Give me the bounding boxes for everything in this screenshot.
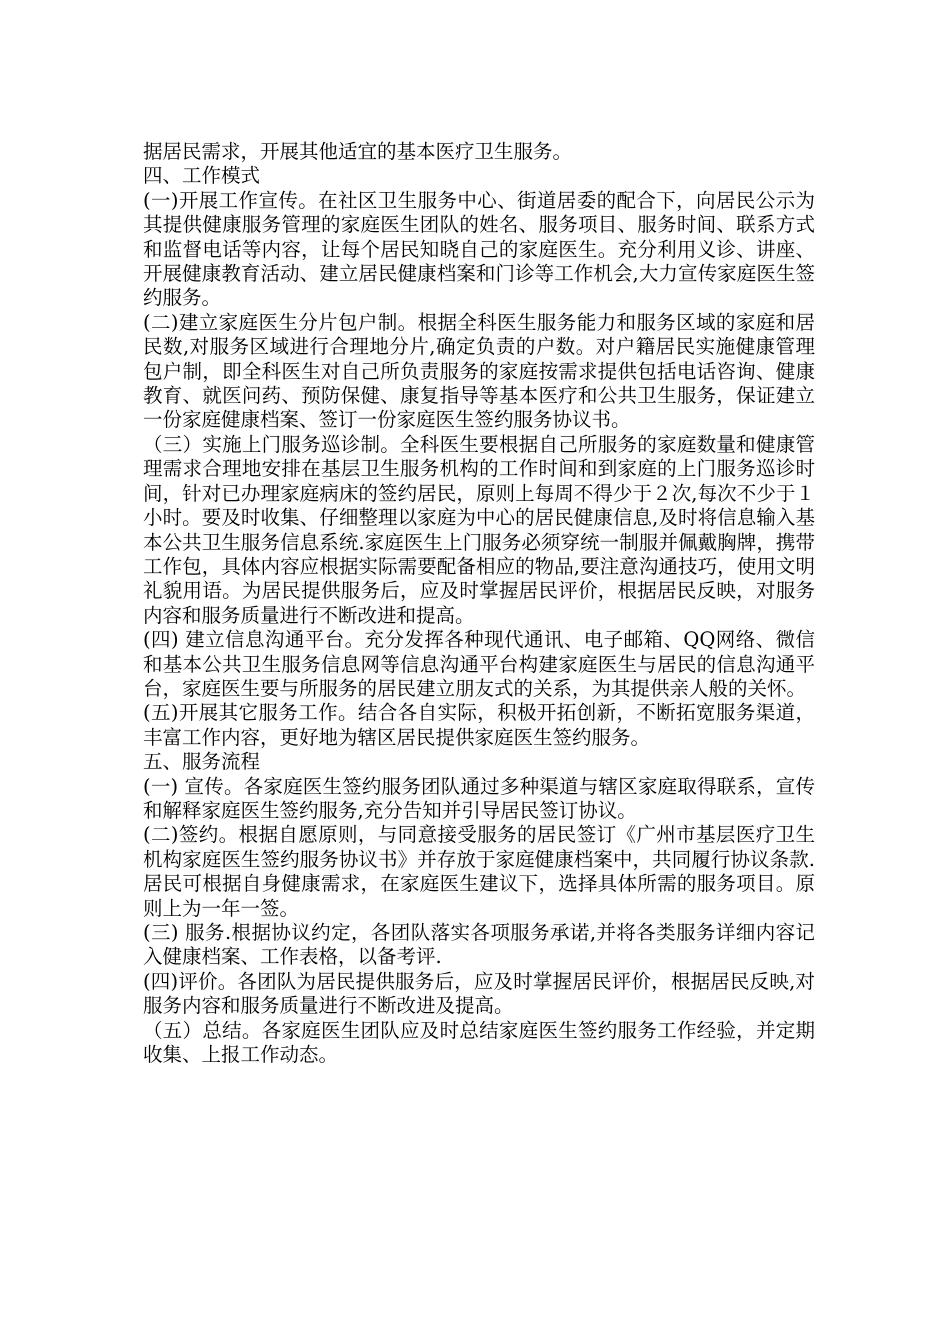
paragraph-home-visit-system: （三）实施上门服务巡诊制。全科医生要根据自己所服务的家庭数量和健康管理需求合理地安排在基层卫生服务机构的工作时间和到家庭的上门服务巡诊时间，针对已办理家庭病床的签约居民，原则上每周不得少于２次,每次不少于１小时。要及时收集、仔细整理以家庭为中心的居民健康信息,及时将信息输入基本公共卫生服务信息系统.家庭医生上门服务必须穿统一制服并佩戴胸牌，携带工作包，具体内容应根据实际需要配备相应的物品,要注意沟通技巧，使用文明礼貌用语。为居民提供服务后，应及时掌握居民评价，根据居民反映，对服务内容和服务质量进行不断改进和提高。 <box>143 432 815 627</box>
paragraph-process-service: (三) 服务.根据协议约定，各团队落实各项服务承诺,并将各类服务详细内容记入健康档案、工作表格，以备考评. <box>143 921 815 969</box>
paragraph-process-signing: (二)签约。根据自愿原则，与同意接受服务的居民签订《广州市基层医疗卫生机构家庭医生签约服务协议书》并存放于家庭健康档案中，共同履行协议条款.居民可根据自身健康需求，在家庭医生建议下，选择具体所需的服务项目。原则上为一年一签。 <box>143 823 815 920</box>
paragraph-intro-tail: 据居民需求，开展其他适宜的基本医疗卫生服务。 <box>143 140 573 163</box>
paragraph-household-system: (二)建立家庭医生分片包户制。根据全科医生服务能力和服务区域的家庭和居民数,对服务区域进行合理地分片,确定负责的户数。对户籍居民实施健康管理包户制，即全科医生对自己所负责服务的家庭按需求提供包括电话咨询、健康教育、就医问药、预防保健、康复指导等基本医疗和公共卫生服务，保证建立一份家庭健康档案、签订一份家庭医生签约服务协议书。 <box>143 310 815 432</box>
paragraph-process-evaluation: (四)评价。各团队为居民提供服务后，应及时掌握居民评价，根据居民反映,对服务内容和服务质量进行不断改进及提高。 <box>143 969 815 1018</box>
paragraph-process-publicity: (一) 宣传。各家庭医生签约服务团队通过多种渠道与辖区家庭取得联系，宣传和解释家庭医生签约服务,充分告知并引导居民签订协议。 <box>143 774 815 822</box>
section-heading-work-mode: 四、工作模式 <box>143 164 261 188</box>
paragraph-communication-platform: (四) 建立信息沟通平台。充分发挥各种现代通讯、电子邮箱、QQ网络、微信和基本公共卫生服务信息网等信息沟通平台构建家庭医生与居民的信息沟通平台，家庭医生要与所服务的居民建立朋友式的关系，为其提供亲人般的关怀。 <box>143 628 815 700</box>
paragraph-process-summary: （五）总结。各家庭医生团队应及时总结家庭医生签约服务工作经验，并定期收集、上报工作动态。 <box>143 1018 815 1067</box>
paragraph-other-services: (五)开展其它服务工作。结合各自实际，积极开拓创新，不断拓宽服务渠道，丰富工作内容，更好地为辖区居民提供家庭医生签约服务。 <box>143 701 815 749</box>
document-body <box>143 140 815 1067</box>
paragraph-work-publicity: (一)开展工作宣传。在社区卫生服务中心、街道居委的配合下，向居民公示为其提供健康服务管理的家庭医生团队的姓名、服务项目、服务时间、联系方式和监督电话等内容，让每个居民知晓自己的家庭医生。充分利用义诊、讲座、开展健康教育活动、建立居民健康档案和门诊等工作机会,大力宣传家庭医生签约服务。 <box>143 188 815 310</box>
section-heading-service-process: 五、服务流程 <box>143 750 261 774</box>
